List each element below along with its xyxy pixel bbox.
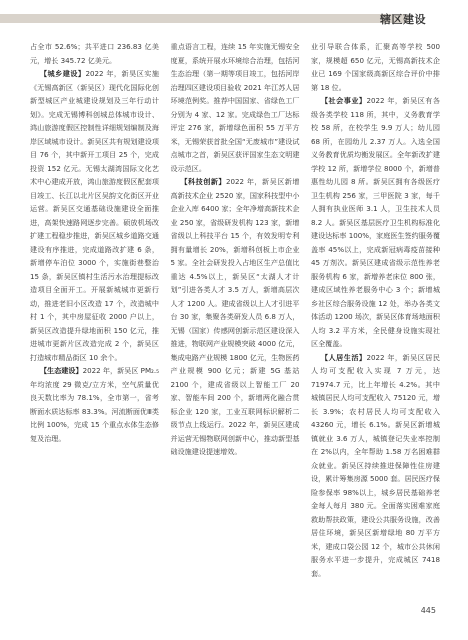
column-1 [30, 40, 159, 615]
text-columns [30, 40, 440, 615]
paragraph: 【社会事业】2022 年，新吴区有各级各类学校 118 所，其中，义务教育学校 58 所，在校学生 9.9 万人；幼儿园 68 所，在园幼儿 2.37 万人。入选全国义务教育优质均衡发展区。全年新改扩建学校 12 所，新增学位 8000 个，新增普惠性幼儿园 8 所。新吴区拥有各级医疗卫生机构 256 家，三甲医院 3 家，每千人拥有执业医师 3.1 人，卫生技术人员 8.2 人。新吴区基层医疗卫生机构标准化建设达标率 100%，家庭医生签约服务覆盖率 45%以上，完成新冠病毒疫苗接种 45 万剂次。新吴区建成省级示范性养老服务机构 6 家，新增养老床位 800 张，建成区域性养老服务中心 3 个；新增城乡社区综合服务设施 12 处，举办各类文体活动 1200 场次，新吴区体育场地面积人均 3.2 平方米，全民健身设施实现社区全覆盖。 [311, 96, 440, 348]
section-heading: 【生态建设】 [39, 366, 83, 375]
paragraph: 【城乡建设】2022 年，新昊区实施《无锡高新区（新吴区）现代化国际化创新型城区产业城建设规划及三年行动计划》。完成无锡博科创城总体城市设计、鸿山旅游度假区控制性详细规划编制及海岸区域城市设计。新吴区共有规划建设项目 76 个，其中新开工项目 25 个，完成投资 152 亿元。无锡太湖湾国际文化艺术中心建成开放，鸿山旅游度假区配套项目竣工、长江以北片区吴韵文化街区开业运营。新吴区交通基础设施建设全面推进，高架快速路网逐步完善。硕放机场改扩建工程稳步推进，新吴区城乡道路交通建设有序推进，完成道路改扩建 6 条，新增停车泊位 3000 个，实施街巷整治 15 条，新吴区镇村生活污水治理提标改造项目全面开工。开展新城城市更新行动，推进老旧小区改造 17 个，改造城中村 1 个，其中房屋征收 2000 户以上，新吴区改造提升绿地面积 150 亿元，推进城市更新片区改造完成 2 个，新吴区打造城市精品街区 10 余个。 [30, 69, 159, 362]
section-heading: 【科技创新】 [180, 177, 227, 186]
paragraph: 重点语言工程，连续 15 年实施无锡安全度夏，系统开展水环境综合治理，包括河生态治理（第一期等项目竣工，包括河岸治理四区建设项目验收 2021 年江苏人居环境范例奖。推荐中国国家、省绿色工厂分别为 4 家、12 家。完成绿色工厂达标评定 276 家，新增绿色面积 55 万平方米，无锡荣获首批全国“无废城市”建设试点城市之首，新吴区获评国家生态文明建设示范区。 [170, 42, 300, 173]
header-bar [0, 14, 410, 23]
column-3 [311, 40, 440, 615]
section-title: 辖区建设 [380, 13, 426, 26]
paragraph: 业引导联合体系，汇聚高等学校 500 家，规模超 650 亿元，无锡高新技术企业已 169 个国家级高新区综合评价中排第 18 位。 [311, 42, 440, 92]
paragraph: 【生态建设】2022 年，新吴区 PM₂.₅ 年均浓度 29 微克/立方米，空气质量优良天数比率为 78.1%，全市第一，省考断面水质达标率 83.3%。河流断面优Ⅲ类比例 100%，完成 15 个重点水体生态修复及治理。 [30, 366, 159, 443]
page-number: 445 [420, 606, 436, 615]
section-heading: 【社会事业】 [320, 96, 367, 105]
paragraph: 【人居生活】2022 年，新吴区居民人均可支配收入实现 7 万元，达 71974.7 元，比上年增长 4.2%。其中城镇居民人均可支配收入 75120 元，增长 3.9%；农村居民人均可支配收入 43260 元，增长 6.1%。新吴区新增城镇就业 3.6 万人，城镇登记失业率控制在 2%以内，全年帮助 1.58 万名困难群众就业。新吴区持续推进保障性住房建设，累计筹集房源 5000 套。居民医疗保险参保率 98%以上，城乡居民基础养老金每人每月 380 元。全面落实困难家庭救助帮扶政策，建设公共服务设施，改善居住环境，新吴区新增绿地 80 万平方米，建成口袋公园 12 个，城市公共休闲服务水平进一步提升，完成城区 7418 套。 [311, 352, 440, 578]
paragraph: 【科技创新】2022 年，新吴区新增高新技术企业 2520 家，国家科技型中小企业入库 6400 家；全年净增高新技术企业 250 家，省级研发机构 123 家，新增省级以上科技平台 15 个，有效发明专利拥有量增长 20%，新增科创板上市企业 5 家。全社会研发投入占地区生产总值比重达 4.5%以上，新吴区“太湖人才计划”引进各类人才 3.5 万人，新增高层次人才 1200 人。建成省级以上人才引进平台 30 家，集聚各类研发人员 6.8 万人，无锡（国家）传感网创新示范区建设深入推进，物联网产业规模突破 4000 亿元，集成电路产业规模 1800 亿元，生物医药产业规模 900 亿元；新建 5G 基站 2100 个，建成省级以上智能工厂 20 家、智能车间 200 个，新增两化融合贯标企业 120 家，工业互联网标识解析二级节点上线运行。2022 年，新吴区建成并运营无锡物联网创新中心，推动新型基础设施建设提速增效。 [170, 177, 300, 456]
section-heading: 【人居生活】 [320, 352, 367, 362]
column-2 [171, 40, 300, 615]
paragraph: 占全市 52.6%；共平进口 236.83 亿美元，增长 345.72 亿美元。 [30, 42, 159, 65]
section-heading: 【城乡建设】 [39, 69, 86, 78]
